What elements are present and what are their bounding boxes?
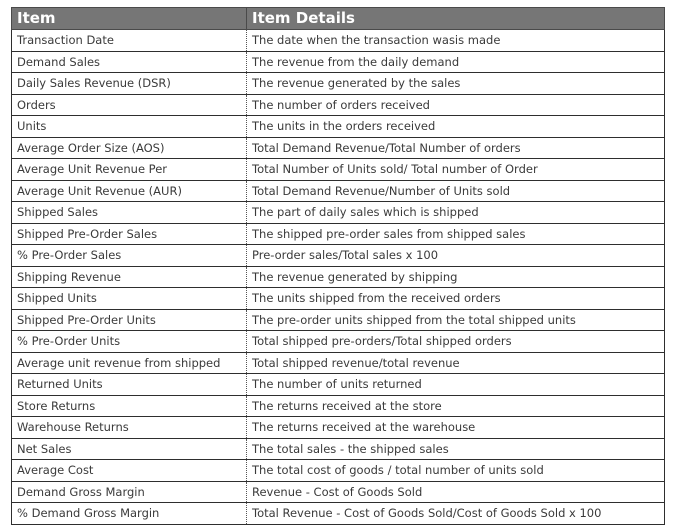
item-cell: Warehouse Returns xyxy=(12,417,247,439)
table-row xyxy=(12,352,665,374)
item-cell: Average Order Size (AOS) xyxy=(12,137,247,159)
item-details-cell: The revenue generated by shipping xyxy=(247,266,665,288)
item-details-cell: The number of units returned xyxy=(247,374,665,396)
table-row xyxy=(12,51,665,73)
item-cell: Average unit revenue from shipped xyxy=(12,352,247,374)
table-row xyxy=(12,116,665,138)
table-row xyxy=(12,180,665,202)
item-details-cell: The total sales - the shipped sales xyxy=(247,438,665,460)
table-row xyxy=(12,503,665,525)
item-cell: Average Cost xyxy=(12,460,247,482)
item-details-cell: Total shipped pre-orders/Total shipped orders xyxy=(247,331,665,353)
item-details-cell: The pre-order units shipped from the total shipped units xyxy=(247,309,665,331)
item-cell: % Pre-Order Sales xyxy=(12,245,247,267)
table-row xyxy=(12,30,665,52)
item-cell: Store Returns xyxy=(12,395,247,417)
item-details-cell: Total Revenue - Cost of Goods Sold/Cost of Goods Sold x 100 xyxy=(247,503,665,525)
column-header-item-details: Item Details xyxy=(247,8,665,30)
item-cell: Shipped Units xyxy=(12,288,247,310)
item-details-cell: Total shipped revenue/total revenue xyxy=(247,352,665,374)
item-details-cell: The number of orders received xyxy=(247,94,665,116)
table-row xyxy=(12,137,665,159)
table-row xyxy=(12,331,665,353)
table-row xyxy=(12,202,665,224)
item-cell: Units xyxy=(12,116,247,138)
item-details-cell: Total Demand Revenue/Number of Units sold xyxy=(247,180,665,202)
table-row xyxy=(12,438,665,460)
item-cell: Average Unit Revenue (AUR) xyxy=(12,180,247,202)
item-details-cell: The returns received at the warehouse xyxy=(247,417,665,439)
glossary-table-container xyxy=(11,7,664,525)
item-cell: % Demand Gross Margin xyxy=(12,503,247,525)
table-row xyxy=(12,266,665,288)
item-cell: Average Unit Revenue Per xyxy=(12,159,247,181)
item-details-cell: The units shipped from the received orders xyxy=(247,288,665,310)
item-details-cell: The returns received at the store xyxy=(247,395,665,417)
item-details-cell: Pre-order sales/Total sales x 100 xyxy=(247,245,665,267)
item-cell: Daily Sales Revenue (DSR) xyxy=(12,73,247,95)
table-row xyxy=(12,288,665,310)
table-body xyxy=(12,30,665,525)
item-cell: Net Sales xyxy=(12,438,247,460)
table-row xyxy=(12,245,665,267)
table-row xyxy=(12,481,665,503)
table-row xyxy=(12,94,665,116)
column-header-item: Item xyxy=(12,8,247,30)
item-details-cell: The shipped pre-order sales from shipped sales xyxy=(247,223,665,245)
table-row xyxy=(12,309,665,331)
item-details-cell: The part of daily sales which is shipped xyxy=(247,202,665,224)
table-row xyxy=(12,159,665,181)
table-row xyxy=(12,395,665,417)
item-details-cell: The total cost of goods / total number of units sold xyxy=(247,460,665,482)
item-details-cell: The date when the transaction wasis made xyxy=(247,30,665,52)
item-details-cell: Revenue - Cost of Goods Sold xyxy=(247,481,665,503)
item-cell: Demand Gross Margin xyxy=(12,481,247,503)
item-cell: Shipped Pre-Order Units xyxy=(12,309,247,331)
item-cell: % Pre-Order Units xyxy=(12,331,247,353)
item-cell: Orders xyxy=(12,94,247,116)
table-header xyxy=(12,8,665,30)
header-row xyxy=(12,8,665,30)
table-row xyxy=(12,417,665,439)
item-details-cell: The revenue from the daily demand xyxy=(247,51,665,73)
table-row xyxy=(12,374,665,396)
table-row xyxy=(12,223,665,245)
item-cell: Returned Units xyxy=(12,374,247,396)
item-details-cell: Total Number of Units sold/ Total number of Order xyxy=(247,159,665,181)
item-cell: Demand Sales xyxy=(12,51,247,73)
item-cell: Shipped Pre-Order Sales xyxy=(12,223,247,245)
item-details-cell: Total Demand Revenue/Total Number of orders xyxy=(247,137,665,159)
glossary-table xyxy=(11,7,665,525)
table-row xyxy=(12,73,665,95)
item-cell: Shipped Sales xyxy=(12,202,247,224)
item-details-cell: The revenue generated by the sales xyxy=(247,73,665,95)
item-cell: Transaction Date xyxy=(12,30,247,52)
table-row xyxy=(12,460,665,482)
item-cell: Shipping Revenue xyxy=(12,266,247,288)
item-details-cell: The units in the orders received xyxy=(247,116,665,138)
